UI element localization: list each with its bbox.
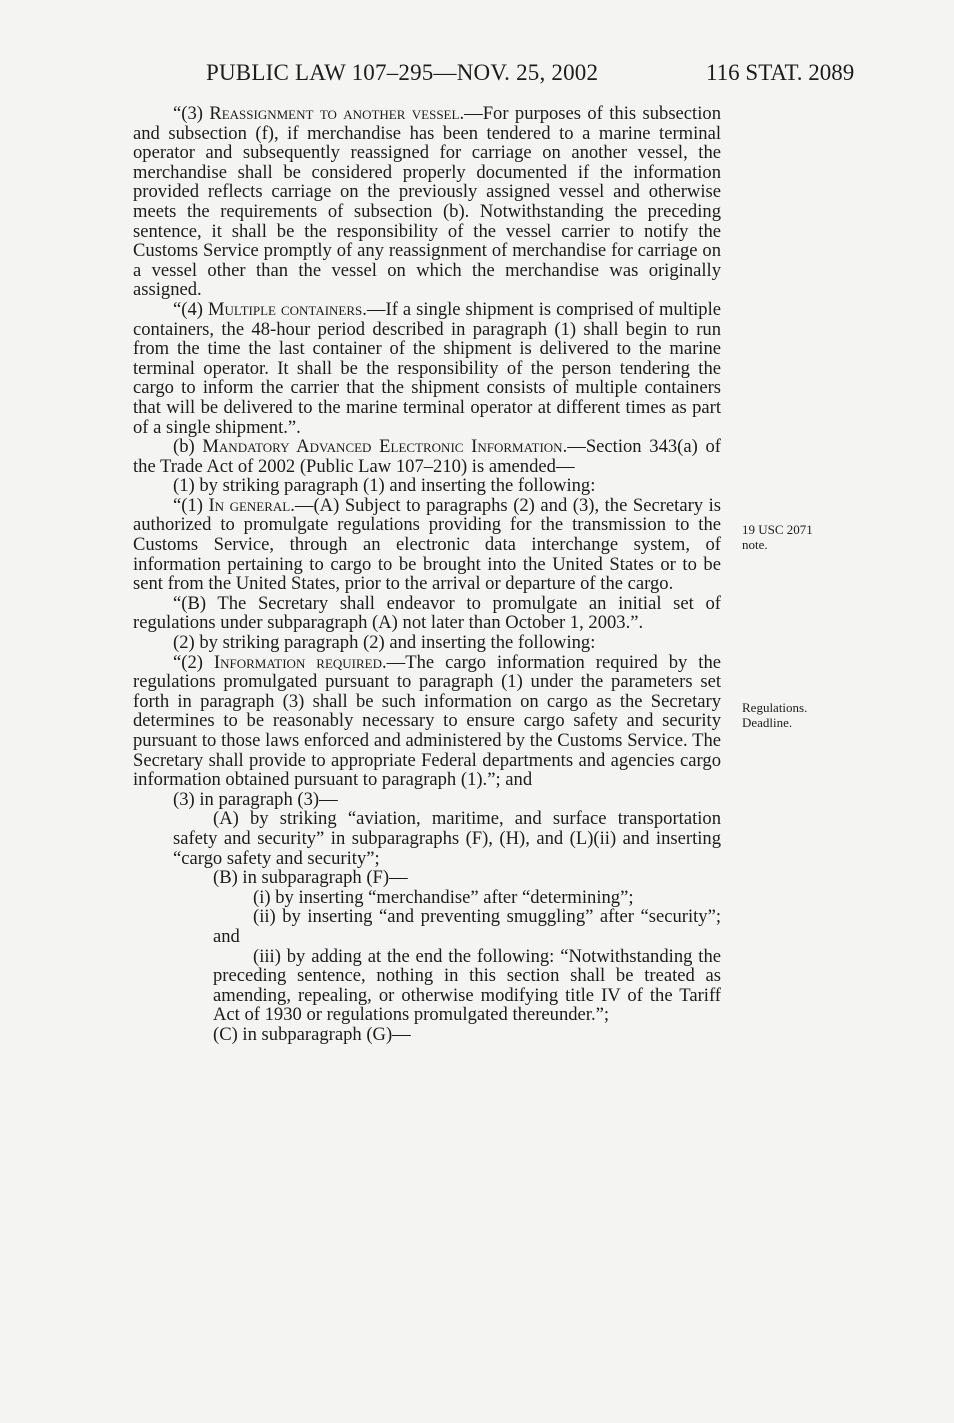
paragraph-mandatory-info: (b) Mandatory Advanced Electronic Information.—Section 343(a) of the Trade Act of 2002 (Public Law 107–210) is amended— — [133, 436, 722, 477]
subitem-c: (C) in subparagraph (G)— — [213, 1023, 411, 1045]
caption-mandatory-info: Mandatory Advanced Electronic Information — [202, 436, 563, 458]
margin-note-usc: 19 USC 2071 note. — [742, 522, 813, 552]
subitem-a: (A) by striking “aviation, maritime, and surface transportation safety and security” in subparagraphs (F), (H), and (L)(ii) and inserting “cargo safety and security”; — [173, 808, 721, 869]
amendment-item-1: (1) by striking paragraph (1) and inserting the following: — [173, 475, 596, 497]
page-body — [133, 104, 721, 1045]
page-citation: 116 STAT. 2089 — [706, 60, 855, 85]
caption-in-general: In general — [208, 494, 291, 516]
margin-note-regulations: Regulations. Deadline. — [742, 700, 808, 730]
paragraph-initial-regulations: “(B) The Secretary shall endeavor to promulgate an initial set of regulations under subparagraph (A) not later than October 1, 2003.”. — [133, 592, 721, 634]
paragraph-information-required: “(2) Information required.—The cargo information required by the regulations promulgated pursuant to paragraph (1) under the parameters set forth in paragraph (3) shall be such information on cargo as the Secretary determines to be reasonably necessary to ensure cargo safety and security pursuant to those laws enforced and administered by the Customs Service. The Secretary shall provide to appropriate Federal departments and agencies cargo information obtained pursuant to paragraph (1).”; and — [133, 651, 721, 791]
caption-reassignment: Reassignment to another vessel — [209, 103, 460, 124]
paragraph-reassignment: “(3) Reassignment to another vessel.—For purposes of this subsection and subsection (f), if merchandise has been tendered to a marine terminal operator and subsequently reassigned for carriage on another vessel, the merchandise shall be considered properly documented if the information provided reflects carriage on the previously assigned vessel and otherwise meets the requirements of subsection (b). Notwithstanding the preceding sentence, it shall be the responsibility of the vessel carrier to notify the Customs Service promptly of any reassignment of merchandise for carriage on a vessel other than the vessel on which the merchandise was originally assigned. — [133, 103, 721, 301]
paragraph-multiple-containers: “(4) Multiple containers.—If a single shipment is comprised of multiple containers, the 48-hour period described in paragraph (1) shall begin to run from the time the last container of the shipment is delivered to the marine terminal operator. It shall be the responsibility of the person tendering the cargo to inform the carrier that the shipment consists of multiple containers that will be delivered to the marine terminal operator at different times as part of a single shipment.”. — [133, 298, 721, 438]
clause-iii: (iii) by adding at the end the following: “Notwithstanding the preceding sentence, nothing in this section shall be treated as amending, repealing, or otherwise modifying title IV of the Tariff Act of 1930 or regulations promulgated thereunder.”; — [213, 945, 721, 1026]
subitem-b: (B) in subparagraph (F)— — [213, 867, 408, 889]
amendment-item-2: (2) by striking paragraph (2) and inserting the following: — [173, 632, 596, 654]
clause-ii: (ii) by inserting “and preventing smuggling” after “security”; and — [213, 906, 721, 947]
running-head-title: PUBLIC LAW 107–295—NOV. 25, 2002 — [206, 60, 599, 85]
paragraph-in-general: “(1) In general.—(A) Subject to paragraphs (2) and (3), the Secretary is authorized to promulgate regulations providing for the transmission to the Customs Service, through an electronic data interchange system, of information pertaining to cargo to be brought into the United States or to be sent from the United States, prior to the arrival or departure of the cargo. — [133, 494, 721, 595]
clause-i: (i) by inserting “merchandise” after “determining”; — [253, 886, 634, 908]
caption-information-required: Information required — [213, 651, 383, 673]
caption-multiple-containers: Multiple containers — [207, 298, 363, 320]
amendment-item-3: (3) in paragraph (3)— — [173, 788, 338, 810]
